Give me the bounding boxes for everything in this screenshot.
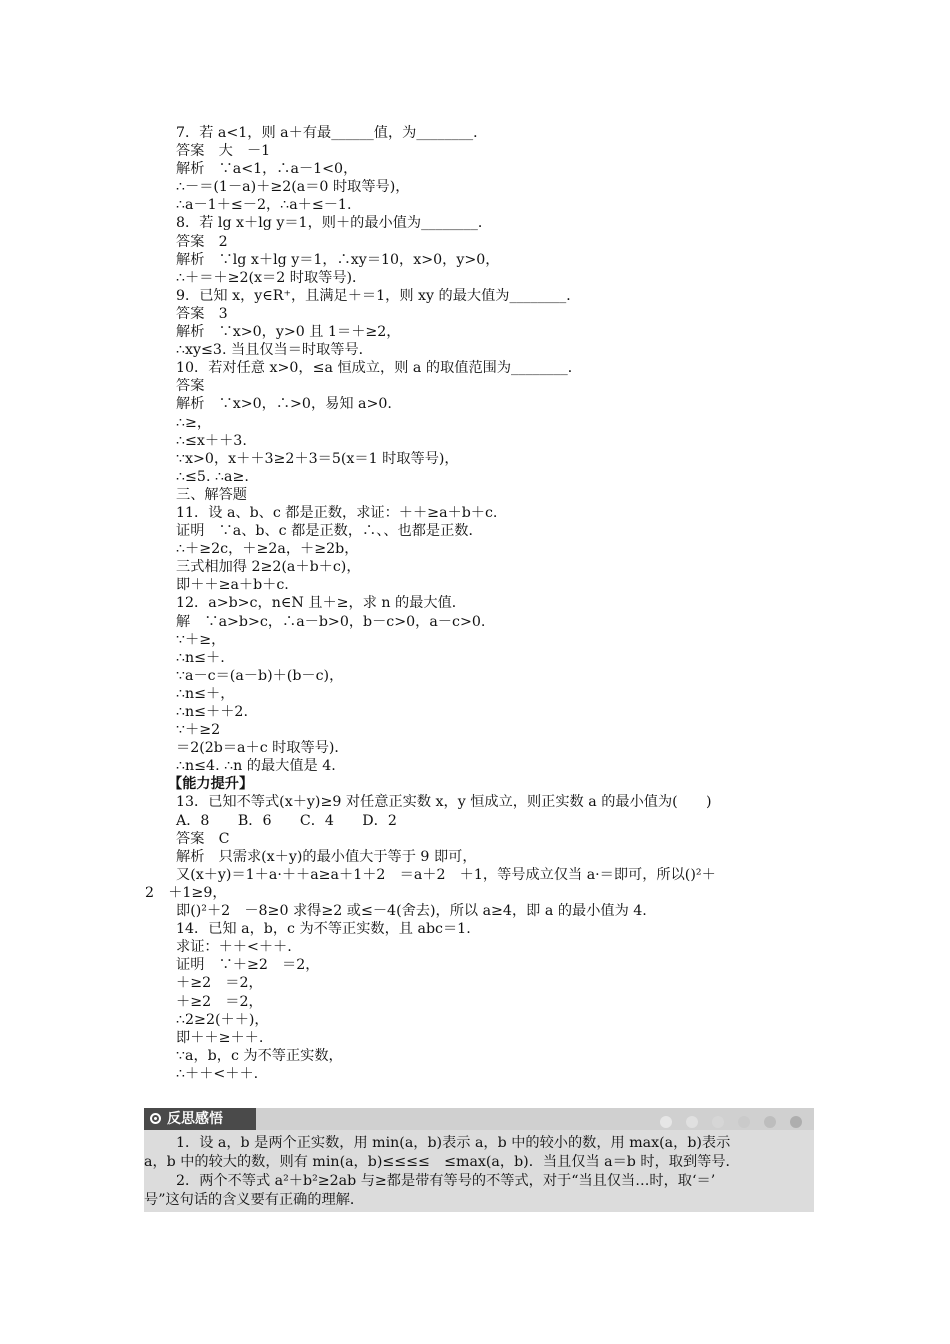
dot-icon: [790, 1116, 802, 1128]
text-line: ∵＋≥2: [176, 722, 221, 739]
text-line: ∴≤5. ∴a≥.: [176, 468, 249, 485]
text-line: ∴n≤＋.: [176, 649, 225, 666]
reflection-title: 反思感悟: [167, 1111, 223, 1127]
text-line: ∴≥，: [176, 414, 212, 431]
decorative-dots: [651, 1113, 802, 1132]
text-line: 解 ∵a>b>c，∴a－b>0，b－c>0，a－c>0.: [176, 613, 486, 630]
reflection-header-bar: [144, 1108, 814, 1130]
reflection-body: [144, 1130, 814, 1212]
text-line: 解析 ∵x>0，∴>0，易知 a>0.: [176, 396, 392, 413]
text-line: ∵＋≥，: [176, 631, 226, 648]
text-line: 即＋＋≥a＋b＋c.: [176, 577, 289, 594]
text-line: 即＋＋≥＋＋.: [176, 1029, 264, 1046]
dot-icon: [712, 1116, 724, 1128]
text-line: 2 ＋1≥9，: [145, 884, 227, 901]
text-line: 答案 C: [176, 830, 230, 847]
text-line: 13．已知不等式(x＋y)≥9 对任意正实数 x，y 恒成立，则正实数 a 的最小值为( ): [176, 794, 712, 811]
text-line: 求证：＋＋<＋＋.: [176, 939, 292, 956]
text-line: ＋≥2 ＝2，: [176, 975, 263, 992]
reflection-box: [144, 1108, 814, 1212]
dot-icon: [764, 1116, 776, 1128]
target-icon: [150, 1113, 161, 1124]
text-line: ∴n≤4. ∴n 的最大值是 4.: [176, 758, 336, 775]
text-line: 8．若 lg x＋lg y＝1，则＋的最小值为________．: [176, 215, 493, 232]
text-line: ∴＋＋<＋＋.: [176, 1065, 259, 1082]
text-line: ∴a－1＋≤－2，∴a＋≤－1.: [176, 197, 352, 214]
reflection-line: 2．两个不等式 a²＋b²≥2ab 与≥都是带有等号的不等式，对于“当且仅当…时，取‘＝’: [176, 1173, 716, 1189]
text-line: 答案 2: [176, 233, 228, 250]
text-line: 11．设 a、b、c 都是正数，求证：＋＋≥a＋b＋c.: [176, 504, 498, 521]
text-line: 9．已知 x，y∈R⁺，且满足＋＝1，则 xy 的最大值为________．: [176, 287, 581, 304]
text-line: ＋≥2 ＝2，: [176, 993, 263, 1010]
reflection-line: 号”这句话的含义要有正确的理解．: [144, 1192, 365, 1208]
text-line: ∴n≤＋＋2.: [176, 704, 248, 720]
text-line: ∴＋＝＋≥2(x＝2 时取等号)．: [176, 269, 367, 286]
reflection-line: 1．设 a，b 是两个正实数，用 min(a，b)表示 a，b 中的较小的数，用 max(a，b)表示: [176, 1135, 731, 1151]
dot-icon: [686, 1116, 698, 1128]
text-line: 解析 只需求(x＋y)的最小值大于等于 9 即可，: [176, 848, 477, 865]
document-body: [145, 124, 816, 1083]
text-line: ∴xy≤3. 当且仅当＝时取等号．: [176, 342, 373, 359]
text-line: ∵x>0，x＋＋3≥2＋3＝5(x＝1 时取等号)，: [176, 450, 459, 467]
text-line: ∴2≥2(＋＋)，: [176, 1011, 269, 1028]
text-line: ∴n≤＋，: [176, 685, 235, 702]
text-line: ∵a－c＝(a－b)＋(b－c)，: [176, 667, 344, 684]
text-line: ∴≤x＋＋3.: [176, 432, 247, 449]
text-line: 答案 大 －1: [176, 143, 271, 160]
text-line: 解析 ∵x>0，y>0 且 1＝＋≥2，: [176, 324, 401, 341]
dot-icon: [738, 1116, 750, 1128]
text-line: 又(x＋y)＝1＋a·＋＋a≥a＋1＋2 ＝a＋2 ＋1，等号成立仅当 a·＝即可，所以()²＋: [176, 866, 716, 883]
text-line: 答案 3: [176, 305, 228, 322]
text-line: 证明 ∵a、b、c 都是正数，∴、、也都是正数．: [176, 523, 483, 540]
text-line: 7．若 a<1，则 a＋有最______值，为________．: [176, 125, 488, 141]
text-line: ∵a，b，c 为不等正实数，: [176, 1047, 343, 1064]
text-line: 证明 ∵＋≥2 ＝2，: [176, 957, 320, 974]
text-line: ∴＋≥2c，＋≥2a，＋≥2b，: [176, 541, 359, 558]
section-heading: 三、解答题: [176, 486, 247, 503]
text-line: 答案: [176, 378, 205, 395]
text-line: 10．若对任意 x>0，≤a 恒成立，则 a 的取值范围为________．: [176, 360, 582, 377]
section-heading-ability: 【能力提升】: [168, 776, 254, 793]
text-line: 三式相加得 2≥2(a＋b＋c)，: [176, 559, 361, 576]
text-line: ＝2(2b＝a＋c 时取等号)．: [176, 740, 349, 757]
text-line: 解析 ∵lg x＋lg y＝1，∴xy＝10，x>0，y>0，: [176, 251, 500, 268]
text-line: A．8 B．6 C．4 D．2: [176, 812, 397, 829]
text-line: 即()²＋2 －8≥0 求得≥2 或≤－4(舍去)，所以 a≥4，即 a 的最小值为 4.: [176, 903, 647, 920]
text-line: ∴－＝(1－a)＋≥2(a＝0 时取等号)，: [176, 179, 410, 196]
text-line: 14．已知 a，b，c 为不等正实数，且 abc＝1.: [176, 921, 471, 938]
text-line: 12．a>b>c，n∈N 且＋≥，求 n 的最大值．: [176, 595, 466, 612]
reflection-title-tag: [144, 1108, 256, 1130]
dot-icon: [660, 1116, 672, 1128]
text-line: 解析 ∵a<1，∴a－1<0，: [176, 161, 358, 178]
reflection-line: a，b 中的较大的数，则有 min(a，b)≤≤≤≤ ≤max(a，b)．当且仅当 a＝b 时，取到等号．: [144, 1154, 740, 1170]
